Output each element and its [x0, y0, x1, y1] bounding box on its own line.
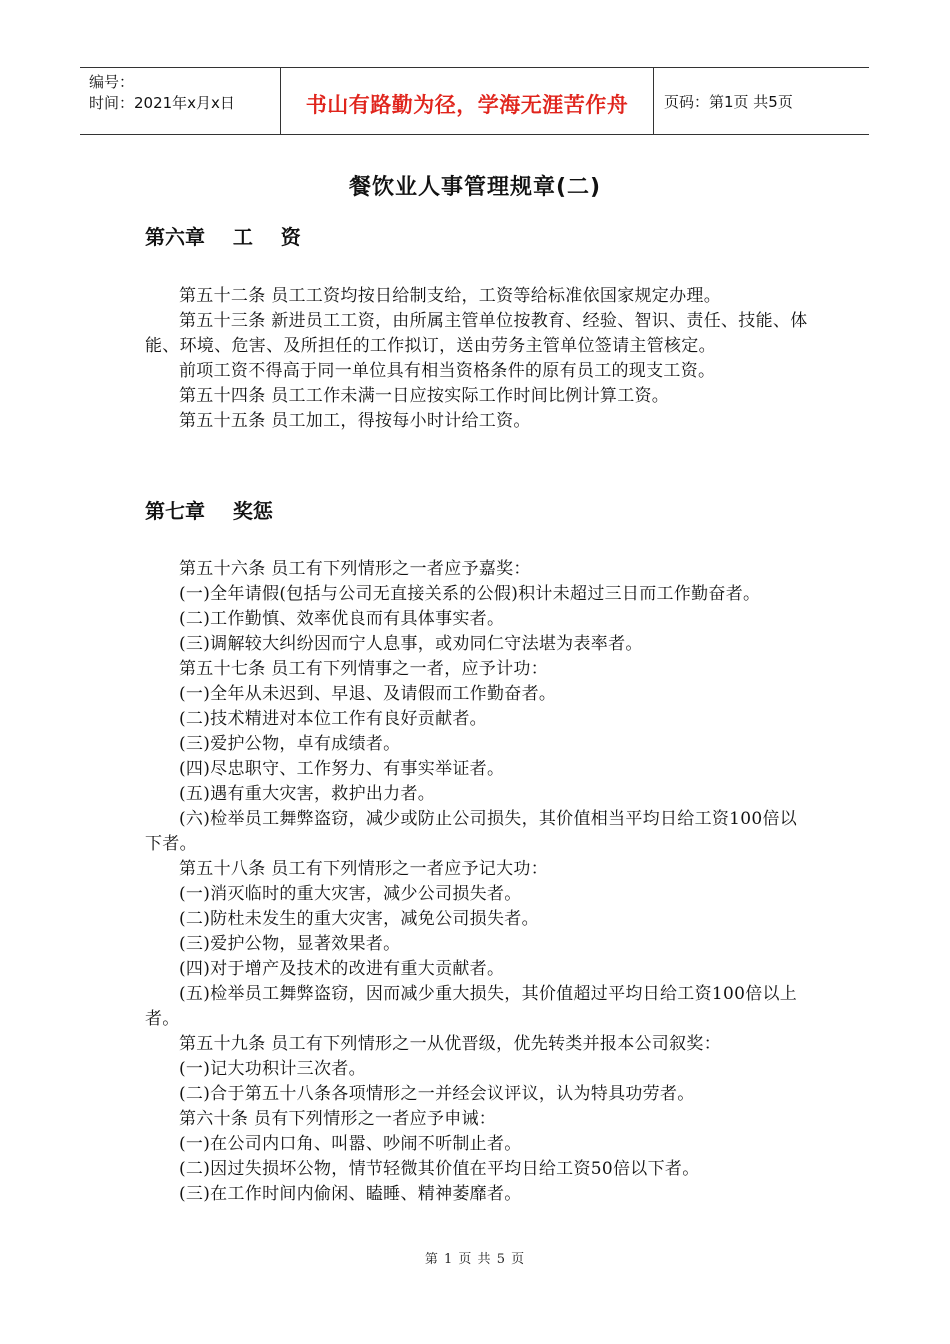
- document-number-label: 编号：: [89, 73, 135, 91]
- article-paragraph: 前项工资不得高于同一单位具有相当资格条件的原有员工的现支工资。: [179, 361, 716, 381]
- article-paragraph: (三)爱护公物，卓有成绩者。: [179, 734, 401, 754]
- chapter7-heading: 第七章 奖惩: [145, 499, 273, 523]
- header-page-info: 页码：第1页 共5页: [664, 92, 793, 111]
- article-paragraph: (四)对于增产及技术的改进有重大贡献者。: [179, 959, 505, 979]
- article-paragraph: 第六十条 员有下列情形之一者应予申诫：: [179, 1109, 497, 1129]
- article-paragraph: (一)消灭临时的重大灾害，减少公司损失者。: [179, 884, 522, 904]
- header-motto: 书山有路勤为径，学海无涯苦作舟: [281, 68, 654, 134]
- article-paragraph: (三)调解较大纠纷因而宁人息事，或劝同仁守法堪为表率者。: [179, 634, 643, 654]
- document-date-label: 时间：2021年x月x日: [89, 94, 235, 112]
- article-paragraph: 第五十九条 员工有下列情形之一从优晋级，优先转类并报本公司叙奖：: [179, 1034, 722, 1054]
- article-paragraph: (五)检举员工舞弊盗窃，因而减少重大损失，其价值超过平均日给工资100倍以上者。: [145, 984, 798, 1029]
- article-paragraph: (一)全年从未迟到、早退、及请假而工作勤奋者。: [179, 684, 557, 704]
- article-paragraph: 第五十七条 员工有下列情事之一者，应予计功：: [179, 659, 549, 679]
- article-paragraph: (一)全年请假(包括与公司无直接关系的公假)积计未超过三日而工作勤奋者。: [179, 584, 761, 604]
- article-paragraph: (六)检举员工舞弊盗窃，减少或防止公司损失，其价值相当平均日给工资100倍以下者。: [145, 809, 798, 854]
- article-paragraph: 第五十四条 员工工作未满一日应按实际工作时间比例计算工资。: [179, 386, 670, 406]
- chapter6-heading: 第六章 工 资: [145, 225, 301, 249]
- article-paragraph: (三)爱护公物，显著效果者。: [179, 934, 401, 954]
- article-paragraph: (二)防杜未发生的重大灾害，减免公司损失者。: [179, 909, 539, 929]
- article-paragraph: (五)遇有重大灾害，救护出力者。: [179, 784, 436, 804]
- page-footer: 第 1 页 共 5 页: [424, 1252, 526, 1267]
- article-paragraph: (二)技术精进对本位工作有良好贡献者。: [179, 709, 487, 729]
- article-paragraph: (二)合于第五十八条各项情形之一并经会议评议，认为特具功劳者。: [179, 1084, 695, 1104]
- header-left-cell: [80, 68, 281, 134]
- article-paragraph: (四)尽忠职守、工作努力、有事实举证者。: [179, 759, 505, 779]
- article-paragraph: 第五十三条 新进员工工资，由所属主管单位按教育、经验、智识、责任、技能、体能、环境、危害、及所担任的工作拟订，送由劳务主管单位签请主管核定。: [145, 311, 808, 356]
- document-title: 餐饮业人事管理规章(二): [348, 175, 602, 200]
- article-paragraph: 第五十五条 员工加工，得按每小时计给工资。: [179, 411, 531, 431]
- article-paragraph: (三)在工作时间内偷闲、瞌睡、精神萎靡者。: [179, 1184, 522, 1204]
- chapter6-body: [145, 284, 810, 434]
- article-paragraph: 第五十六条 员工有下列情形之一者应予嘉奖：: [179, 559, 531, 579]
- document-header: [80, 67, 869, 135]
- article-paragraph: 第五十二条 员工工资均按日给制支给，工资等给标准依国家规定办理。: [179, 286, 722, 306]
- chapter7-body: [145, 557, 810, 1207]
- article-paragraph: (二)因过失损坏公物，情节轻微其价值在平均日给工资50倍以下者。: [179, 1159, 700, 1179]
- article-paragraph: (二)工作勤慎、效率优良而有具体事实者。: [179, 609, 505, 629]
- article-paragraph: (一)记大功积计三次者。: [179, 1059, 366, 1079]
- article-paragraph: 第五十八条 员工有下列情形之一者应予记大功：: [179, 859, 549, 879]
- article-paragraph: (一)在公司内口角、叫嚣、吵闹不听制止者。: [179, 1134, 522, 1154]
